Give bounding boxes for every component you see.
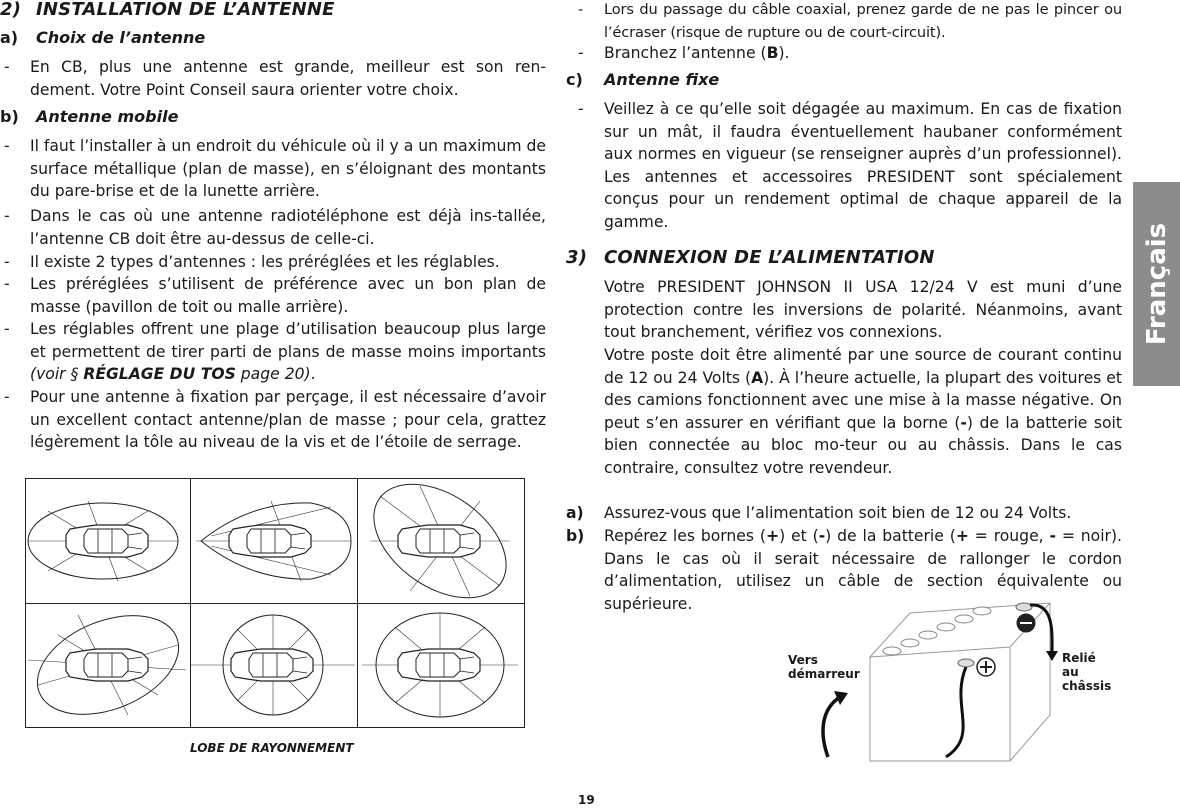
subsection-c-heading: c) Antenne fixe (566, 70, 720, 89)
radiation-lobes-illustration (26, 479, 524, 727)
paragraph: Votre PRESIDENT JOHNSON II USA 12/24 V est muni d’une protection contre les inversions de polarité. Néanmoins, avant tout branchement, vérifiez vos connexions. (604, 278, 1122, 342)
lobe-cell-1 (28, 501, 178, 581)
page-number: 19 (578, 793, 595, 807)
list-item: - Il existe 2 types d’antennes : les préréglées et les réglables. (4, 253, 500, 271)
section-3-heading: 3) CONNEXION DE L’ALIMENTATION (566, 247, 935, 268)
list-item: - Pour une antenne à fixation par perçage, il est nécessaire d’avoir un excellent contact antenne/plan de masse ; pour cela, grattez légèrement la tôle au niveau de la vis et de l’étoile de serrage. (4, 388, 546, 452)
lobe-cell-5 (191, 615, 355, 715)
language-tab: Français (1133, 182, 1180, 386)
list-item: - Les réglables offrent une plage d’utilisation beaucoup plus large et permettent de tirer parti de plans de masse moins importants (voir § RÉGLAGE DU TOS page 20). (4, 320, 546, 384)
list-item: - Les préréglées s’utilisent de préférence avec un bon plan de masse (pavillon de toit ou malle arrière). (4, 275, 546, 316)
chassis-label: Relié au châssis (1062, 651, 1112, 693)
subsection-b-heading: b) Antenne mobile (0, 107, 179, 126)
list-item: - Veillez à ce qu’elle soit dégagée au maximum. En cas de fixation sur un mât, il faudra éventuellement haubaner conformément aux normes en vigueur (se renseigner auprès d’un professionnel). Les antennes et accessoires PRESIDENT sont spécialement conçus pour un rendement optimal de chaque appareil de la gamme. (578, 100, 1122, 231)
list-item: - Branchez l’antenne (B). (578, 44, 790, 62)
lobe-cell-2 (196, 501, 351, 581)
list-item: - Lors du passage du câble coaxial, prenez garde de ne pas le pincer ou l’écraser (risque de rupture ou de court-circuit). (578, 1, 1122, 41)
lobe-cell-4 (26, 596, 193, 727)
step-a: a) Assurez-vous que l’alimentation soit bien de 12 ou 24 Volts. (566, 504, 1072, 522)
paragraph: Votre poste doit être alimenté par une source de courant continu de 12 ou 24 Volts (A). À l’heure actuelle, la plupart des voitures et des camions fonctionnent avec une mise à la masse négative. On peut s’en assurer en vérifiant que la borne (-) de la batterie soit bien connectée au bloc mo-teur ou au châssis. Dans le cas contraire, consultez votre revendeur. (604, 346, 1122, 477)
list-item: - Dans le cas où une antenne radiotéléphone est déjà ins-tallée, l’antenne CB doit être au-dessus de celle-ci. (4, 207, 546, 248)
section-2-heading: 2) INSTALLATION DE L’ANTENNE (0, 0, 335, 20)
battery-illustration (780, 595, 1130, 767)
list-item: - Il faut l’installer à un endroit du véhicule où il y a un maximum de surface métallique (plan de masse), en s’éloignant des montants du pare-brise et de la lunette arrière. (4, 137, 546, 201)
step-b: b) Repérez les bornes (+) et (-) de la batterie (+ = rouge, - = noir). Dans le cas où il serait nécessaire de rallonger le cordon d’alimentation, utilisez un câble de section équivalente ou supérieure. (566, 527, 1122, 613)
starter-label: Vers démarreur (788, 653, 860, 681)
lobe-cell-6 (362, 613, 518, 717)
lobe-cell-3 (353, 479, 524, 621)
list-item: - En CB, plus une antenne est grande, meilleur est son ren-dement. Votre Point Conseil saura orienter votre choix. (4, 58, 546, 99)
figure-caption: LOBE DE RAYONNEMENT (190, 741, 354, 755)
subsection-a-heading: a) Choix de l’antenne (0, 28, 206, 47)
radiation-lobe-figure (25, 478, 525, 728)
